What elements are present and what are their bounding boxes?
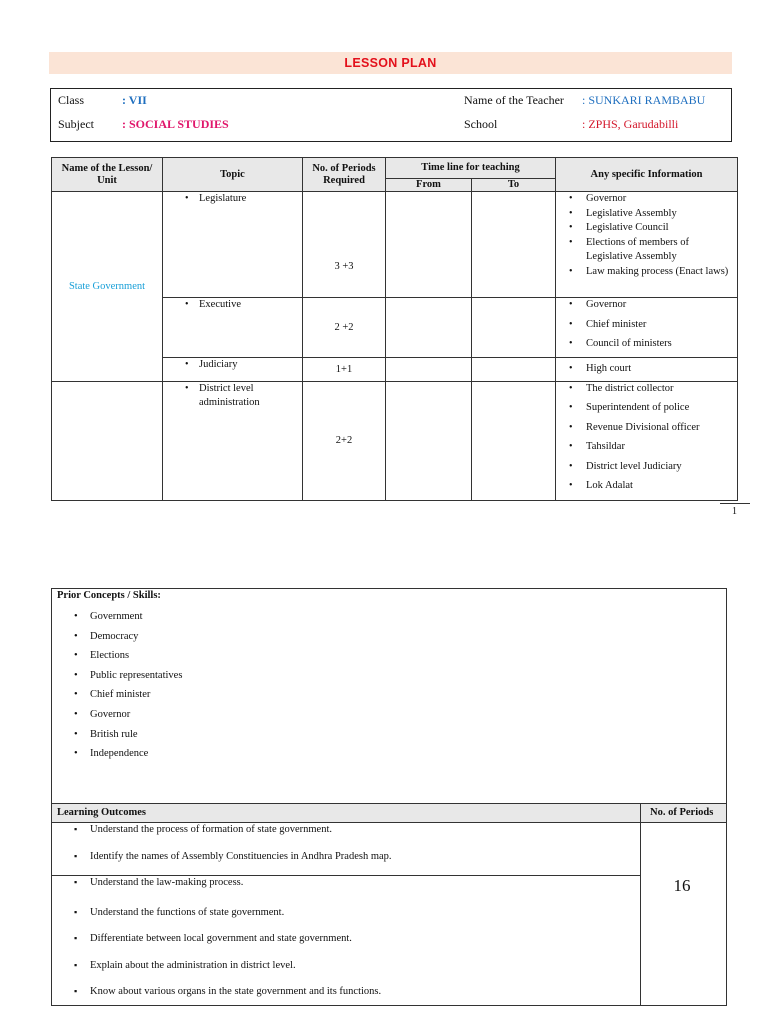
info-item: • Governor [556, 298, 737, 313]
list-item: ▪ Understand the process of formation of state government. [74, 823, 392, 850]
class-label: Class [58, 93, 85, 107]
prior-concepts-box [51, 588, 727, 1006]
header-info: Any specific Information [556, 158, 738, 192]
to-cell [472, 357, 556, 381]
header-topic: Topic [163, 158, 303, 192]
to-cell [472, 298, 556, 358]
list-item: ▪ Understand the law-making process. [74, 876, 381, 906]
from-cell [386, 298, 472, 358]
header-periods: No. of Periods Required [303, 158, 386, 192]
list-item: • Independence [74, 747, 182, 767]
learning-outcomes-header [52, 803, 726, 823]
to-cell [472, 192, 556, 298]
list-item: • Chief minister [74, 688, 182, 708]
list-item: • Democracy [74, 630, 182, 650]
header-timeline: Time line for teaching [386, 158, 556, 179]
periods-cell: 2 +2 [303, 298, 386, 358]
topic-label: • Judiciary [163, 358, 302, 373]
teacher-value: : SUNKARI RAMBABU [582, 93, 706, 107]
page-title: LESSON PLAN [344, 56, 437, 70]
from-cell [386, 357, 472, 381]
school-label: School [464, 117, 498, 131]
periods-cell: 1+1 [303, 357, 386, 381]
list-item: • Public representatives [74, 669, 182, 689]
list-item: • Governor [74, 708, 182, 728]
info-item: • District level Judiciary [556, 460, 737, 475]
school-value: : ZPHS, Garudabilli [582, 117, 679, 131]
from-cell [386, 192, 472, 298]
column-divider [640, 803, 641, 1006]
info-item: • Law making process (Enact laws) [556, 265, 737, 280]
info-item: • Chief minister [556, 318, 737, 333]
topic-label: • District level administration [163, 382, 302, 411]
info-item: • Superintendent of police [556, 401, 737, 416]
info-item: • High court [556, 362, 737, 377]
list-item: ▪ Know about various organs in the state government and its functions. [74, 985, 381, 998]
topic-cell [163, 192, 303, 298]
periods-cell: 2+2 [303, 381, 386, 500]
info-item: • Legislative Council [556, 221, 737, 236]
topic-cell [163, 381, 303, 500]
to-cell [472, 381, 556, 500]
list-item: • Elections [74, 649, 182, 669]
info-cell [556, 381, 738, 500]
info-cell [556, 298, 738, 358]
subject-value: : SOCIAL STUDIES [122, 117, 229, 131]
list-item: ▪ Identify the names of Assembly Constituencies in Andhra Pradesh map. [74, 850, 392, 863]
topic-label: • Executive [163, 298, 302, 313]
info-box [50, 88, 732, 142]
header-from: From [386, 179, 472, 192]
info-item: • Lok Adalat [556, 479, 737, 494]
outcomes-list-2 [74, 876, 381, 998]
subject-label: Subject [58, 117, 94, 131]
periods-total: 16 [673, 876, 691, 895]
page-divider [720, 503, 750, 504]
periods-cell: 3 +3 [303, 192, 386, 298]
lesson-table [51, 157, 738, 501]
list-item: • British rule [74, 728, 182, 748]
info-item: • Revenue Divisional officer [556, 421, 737, 436]
title-bar [49, 52, 732, 74]
prior-concepts-title: Prior Concepts / Skills: [57, 590, 161, 601]
from-cell [386, 381, 472, 500]
info-item: • Elections of members of Legislative Assembly [556, 236, 737, 265]
topic-cell [163, 298, 303, 358]
teacher-label: Name of the Teacher [464, 93, 564, 107]
list-item: ▪ Understand the functions of state government. [74, 906, 381, 933]
info-item: • Tahsildar [556, 440, 737, 455]
table-row [52, 192, 738, 298]
info-cell [556, 357, 738, 381]
topic-cell [163, 357, 303, 381]
header-to: To [472, 179, 556, 192]
table-row [52, 381, 738, 500]
list-item: • Government [74, 610, 182, 630]
info-item: • Council of ministers [556, 337, 737, 352]
info-item: • The district collector [556, 382, 737, 397]
list-item: ▪ Explain about the administration in district level. [74, 959, 381, 986]
no-of-periods-title: No. of Periods [650, 807, 714, 818]
info-item: • Legislative Assembly [556, 207, 737, 222]
info-item: • Governor [556, 192, 737, 207]
prior-concepts-list [74, 610, 182, 767]
learning-outcomes-title: Learning Outcomes [57, 807, 146, 818]
lesson-cell-empty [52, 381, 163, 500]
info-cell [556, 192, 738, 298]
header-lesson: Name of the Lesson/ Unit [52, 158, 163, 192]
list-item: ▪ Differentiate between local government and state government. [74, 932, 381, 959]
topic-label: • Legislature [163, 192, 302, 207]
lesson-name: State Government [52, 192, 163, 382]
outcomes-list-1 [74, 823, 392, 863]
class-value: : VII [122, 93, 147, 107]
page-number: 1 [732, 506, 737, 517]
